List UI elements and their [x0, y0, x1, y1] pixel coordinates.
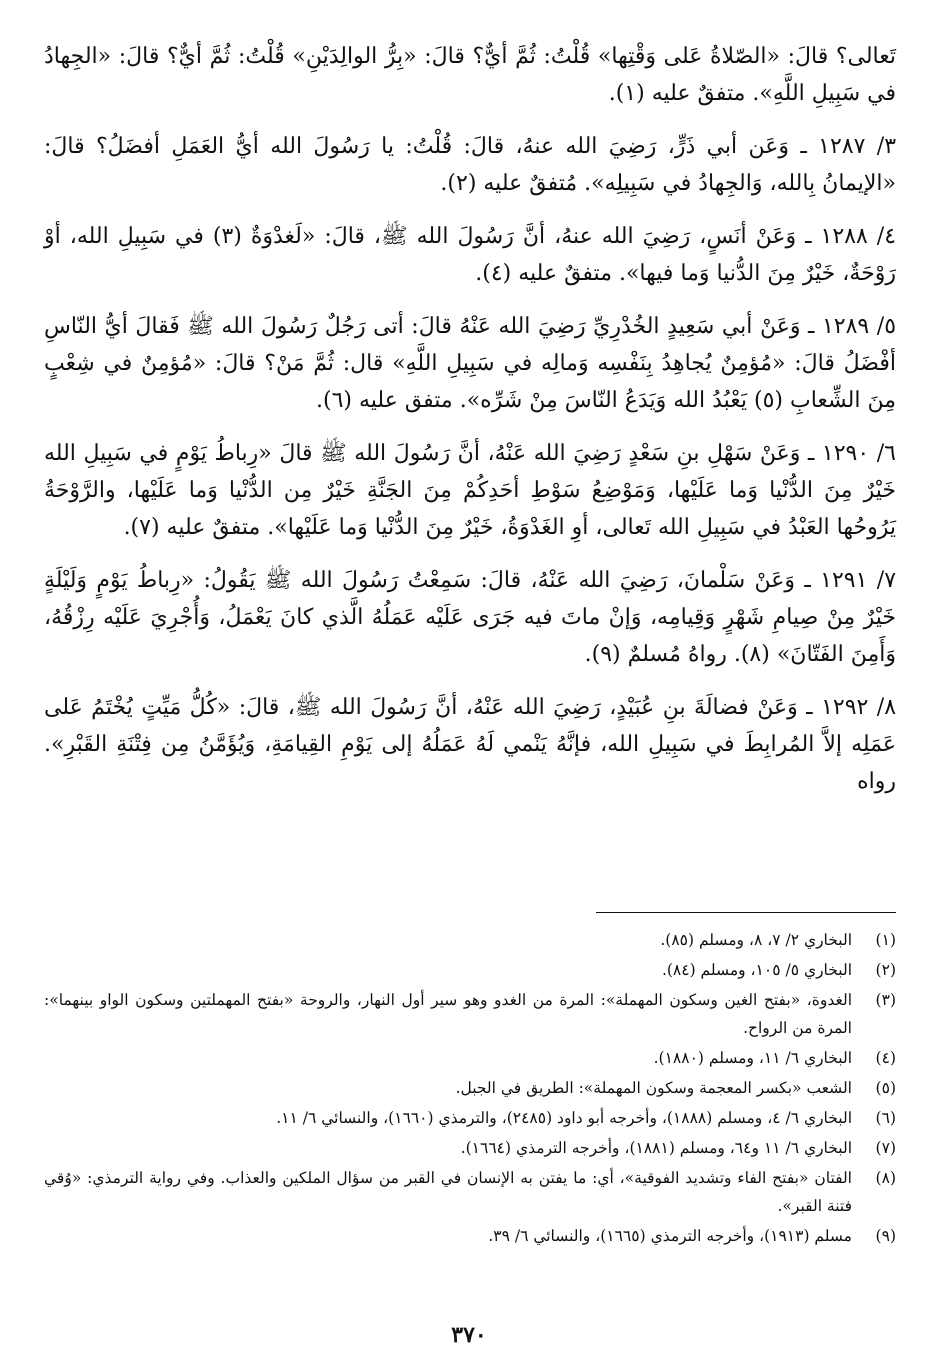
footnote-text: الغدوة، «بفتح الغين وسكون المهملة»: المرة من الغدو وهو سير أول النهار، والروحة «بفتح المهملتين وسكون الواو بينهما»: المرة من الرواح.	[44, 991, 852, 1037]
footnote-text: الشعب «بكسر المعجمة وسكون المهملة»: الطريق في الجبل.	[455, 1079, 852, 1097]
main-text	[44, 38, 896, 816]
footnote	[44, 1074, 896, 1102]
footnote-number: (٥)	[875, 1079, 896, 1097]
footnote	[44, 1104, 896, 1132]
footnote-number: (٤)	[875, 1049, 896, 1067]
footnote	[44, 956, 896, 984]
footnote-text: البخاري ٢/ ٧، ٨، ومسلم (٨٥).	[660, 931, 852, 949]
footnote-text: البخاري ٦/ ٤، ومسلم (١٨٨٨)، وأخرجه أبو داود (٢٤٨٥)، والترمذي (١٦٦٠)، والنسائي ٦/ ١١.	[276, 1109, 852, 1127]
footnote-number: (٨)	[875, 1169, 896, 1187]
footnote	[44, 986, 896, 1042]
footnote-text: مسلم (١٩١٣)، وأخرجه الترمذي (١٦٦٥)، والنسائي ٦/ ٣٩.	[488, 1227, 852, 1245]
paragraph-hadith-1288: ٤/ ١٢٨٨ ـ وَعَنْ أنَسٍ، رَضِيَ الله عنهُ، أنَّ رَسُولَ الله ﷺ، قالَ: «لَغدْوَةٌ (٣) في سَبِيلِ الله، أوْ رَوْحَةٌ، خَيْرٌ مِنَ الدُّنيا وَما فيها». متفقٌ عليه (٤).	[44, 224, 897, 286]
paragraph-hadith-1287: ٣/ ١٢٨٧ ـ وَعَن أبي ذَرٍّ، رَضِيَ الله عنهُ، قالَ: قُلْتُ: يا رَسُولَ الله أيُّ العَمَلِ أفضَلُ؟ قالَ: «الإيمانُ بِالله، وَالجِهادُ في سَبِيلِه». مُتفقٌ عليه (٢).	[44, 134, 897, 196]
footnote-number: (٣)	[875, 991, 896, 1009]
footnote-number: (٧)	[875, 1139, 896, 1157]
footnote	[44, 1134, 896, 1162]
footnotes	[44, 926, 896, 1252]
footnote	[44, 1222, 896, 1250]
footnote	[44, 1044, 896, 1072]
footnote-separator	[596, 912, 896, 913]
footnote-text: البخاري ٦/ ١١ و٦٤، ومسلم (١٨٨١)، وأخرجه الترمذي (١٦٦٤).	[460, 1139, 852, 1157]
paragraph-hadith-1289: ٥/ ١٢٨٩ ـ وَعَنْ أبي سَعِيدٍ الخُدْرِيِّ رَضِيَ الله عَنْهُ قالَ: أتى رَجُلٌ رَسُولَ الله ﷺ فَقالَ أيُّ النّاسِ أفْضَلُ قالَ: «مُؤمِنٌ يُجاهِدُ بِنَفْسِه وَمالِه في سَبِيلِ اللَّهِ» قال: ثُمَّ مَنْ؟ قالَ: «مُؤمِنٌ في شِعْبٍ مِنَ الشِّعابِ (٥) يَعْبُدُ الله وَيَدَعُ النّاسَ مِنْ شَرِّه». متفق عليه (٦).	[44, 314, 897, 413]
footnote-number: (٦)	[875, 1109, 896, 1127]
paragraph-hadith-continuation: تَعالى؟ قالَ: «الصّلاةُ عَلى وَقْتِها» قُلْتُ: ثُمَّ أيٌّ؟ قالَ: «بِرُّ الوالِدَيْنِ» قُلْتُ: ثُمَّ أيٌّ؟ قالَ: «الجِهادُ في سَبِيلِ اللَّهِ». متفقٌ عليه (١).	[44, 44, 896, 106]
footnote-text: البخاري ٥/ ١٠٥، ومسلم (٨٤).	[661, 961, 852, 979]
paragraph-hadith-1292: ٨/ ١٢٩٢ ـ وَعَنْ فضالَةَ بنِ عُبَيْدٍ، رَضِيَ الله عَنْهُ، أنَّ رَسُولَ الله ﷺ، قالَ: «كُلُّ مَيِّتٍ يُخْتَمُ عَلى عَمَلِه إلاَّ المُرابِطَ في سَبِيلِ الله، فإنَّهُ يَنْمي لَهُ عَمَلُهُ إلى يَوْمِ القِيامَةِ، وَيُؤَمَّنُ مِن فِتْنَةِ القَبْرِ». رواه	[44, 695, 897, 794]
paragraph-hadith-1291: ٧/ ١٢٩١ ـ وَعَنْ سَلْمانَ، رَضِيَ الله عَنْهُ، قالَ: سَمِعْتُ رَسُولَ الله ﷺ يَقُولُ: «رِباطُ يَوْمٍ وَلَيْلَةٍ خَيْرٌ مِنْ صِيامِ شَهْرٍ وَقِيامِه، وَإنْ ماتَ فيه جَرَى عَلَيْه عَمَلُهُ الَّذي كانَ يَعْمَلُ، وَأُجْرِيَ عَلَيْه رِزْقُهُ، وَأَمِنَ الفَتّانَ» (٨). رواهُ مُسلمٌ (٩).	[44, 568, 897, 667]
footnote-text: البخاري ٦/ ١١، ومسلم (١٨٨٠).	[653, 1049, 852, 1067]
page-number: ٣٧٠	[451, 1322, 487, 1348]
footnote-number: (١)	[875, 931, 896, 949]
footnote	[44, 1164, 896, 1220]
footnote-number: (٩)	[875, 1227, 896, 1245]
footnote-text: الفتان «بفتح الفاء وتشديد الفوقية»، أي: ما يفتن به الإنسان في القبر من سؤال الملكين والعذاب. وفي رواية الترمذي: «وُقي فتنة القبر».	[44, 1169, 852, 1215]
footnote	[44, 926, 896, 954]
footnote-number: (٢)	[875, 961, 896, 979]
paragraph-hadith-1290: ٦/ ١٢٩٠ ـ وَعَنْ سَهْلِ بنِ سَعْدٍ رَضِيَ الله عَنْهُ، أنَّ رَسُولَ الله ﷺ قالَ «رِباطُ يَوْمٍ في سَبِيلِ الله خَيْرٌ مِنَ الدُّنْيا وَما عَلَيْها، وَمَوْضِعُ سَوْطِ أحَدِكُمْ مِنَ الجَنَّةِ خَيْرٌ مِن الدُّنْيا وَما عَلَيْها، والرَّوْحَةُ يَرُوحُها العَبْدُ في سَبِيلِ الله تَعالى، أوِ الغَدْوَةُ، خَيْرٌ مِنَ الدُّنْيا وَما عَلَيْها». متفقٌ عليه (٧).	[44, 441, 896, 540]
